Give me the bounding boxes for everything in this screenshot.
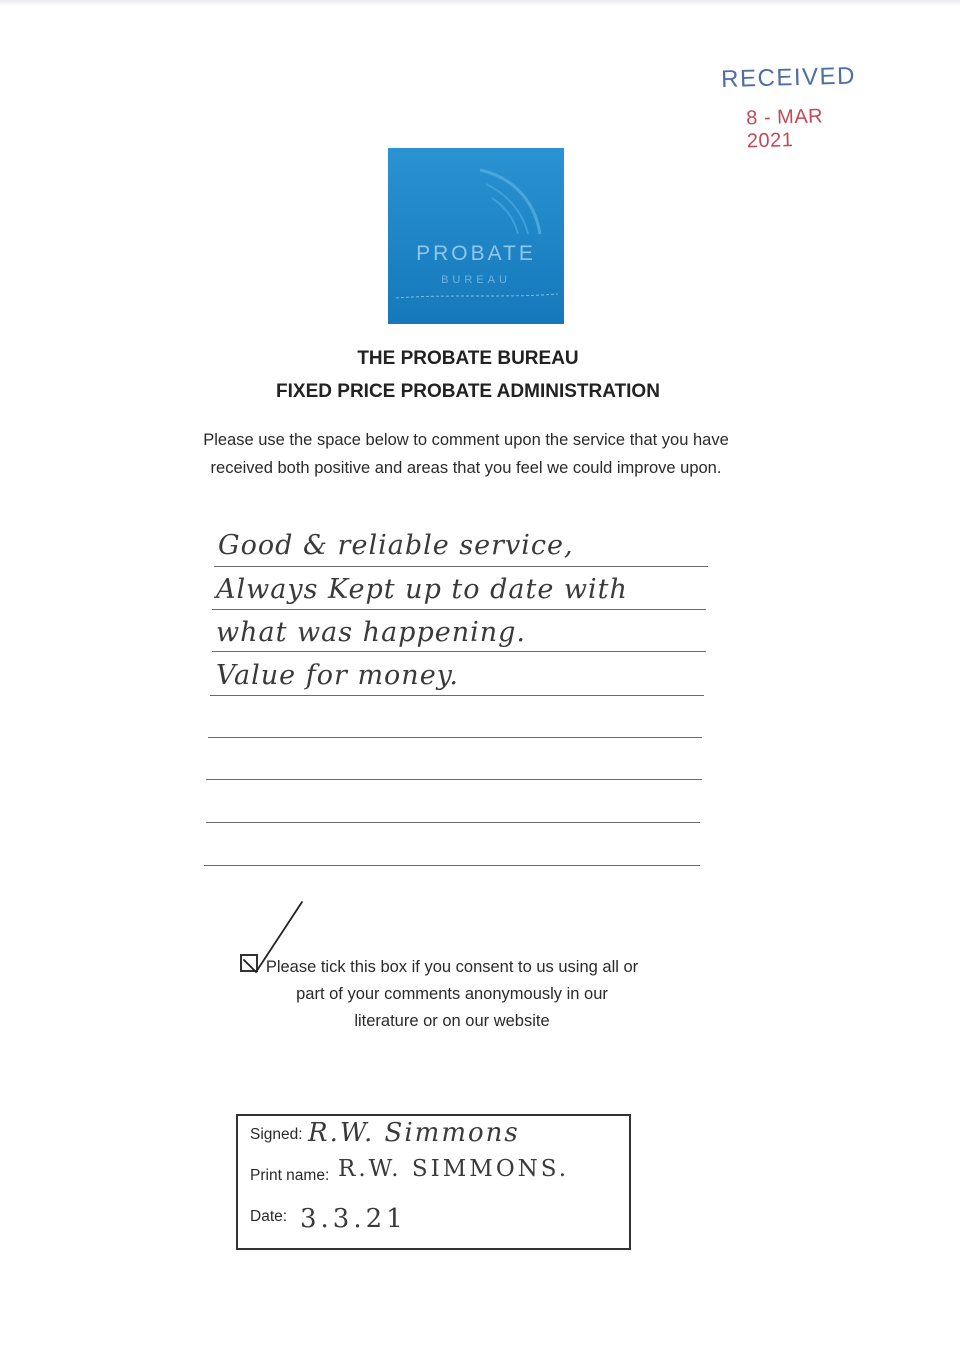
date-field[interactable]: 3.3.21	[300, 1204, 407, 1234]
signature-box	[236, 1114, 631, 1250]
comment-line-3[interactable]: what was happening.	[216, 617, 526, 648]
scan-edge	[0, 0, 960, 6]
instructions-text: Please use the space below to comment upon the service that you have received both positive and areas that you feel we could improve upon.	[203, 431, 729, 477]
comment-line-4[interactable]: Value for money.	[216, 660, 459, 691]
stamp-word: RECEIVED	[720, 62, 857, 93]
logo-swoosh-icon	[388, 148, 564, 324]
date-label: Date:	[250, 1208, 288, 1225]
comment-rule	[206, 822, 700, 823]
received-stamp	[721, 62, 873, 154]
print-name-label: Print name:	[250, 1167, 330, 1184]
consent-text: Please tick this box if you consent to us using all or part of your comments anonymously in our literature or on our website	[265, 958, 639, 1030]
comment-rule	[206, 779, 702, 780]
comment-line-1[interactable]: Good & reliable service,	[218, 530, 574, 561]
probate-bureau-logo	[388, 148, 564, 324]
stamp-date: 8 - MAR 2021	[745, 105, 824, 153]
signed-label: Signed:	[250, 1126, 303, 1143]
comment-rule	[210, 695, 704, 696]
logo-subword: BUREAU	[441, 274, 511, 286]
form-title: THE PROBATE BUREAU	[357, 348, 579, 369]
comment-rule	[208, 737, 702, 738]
print-name-field[interactable]: R.W. SIMMONS.	[338, 1156, 570, 1182]
form-subtitle: FIXED PRICE PROBATE ADMINISTRATION	[276, 381, 660, 402]
logo-word: PROBATE	[416, 242, 536, 265]
signed-field[interactable]: R.W. Simmons	[308, 1118, 520, 1148]
comment-line-2[interactable]: Always Kept up to date with	[216, 574, 628, 605]
comment-rule	[214, 566, 708, 567]
comment-rule	[212, 651, 706, 652]
comment-rule	[212, 609, 706, 610]
comment-rule	[204, 865, 700, 866]
